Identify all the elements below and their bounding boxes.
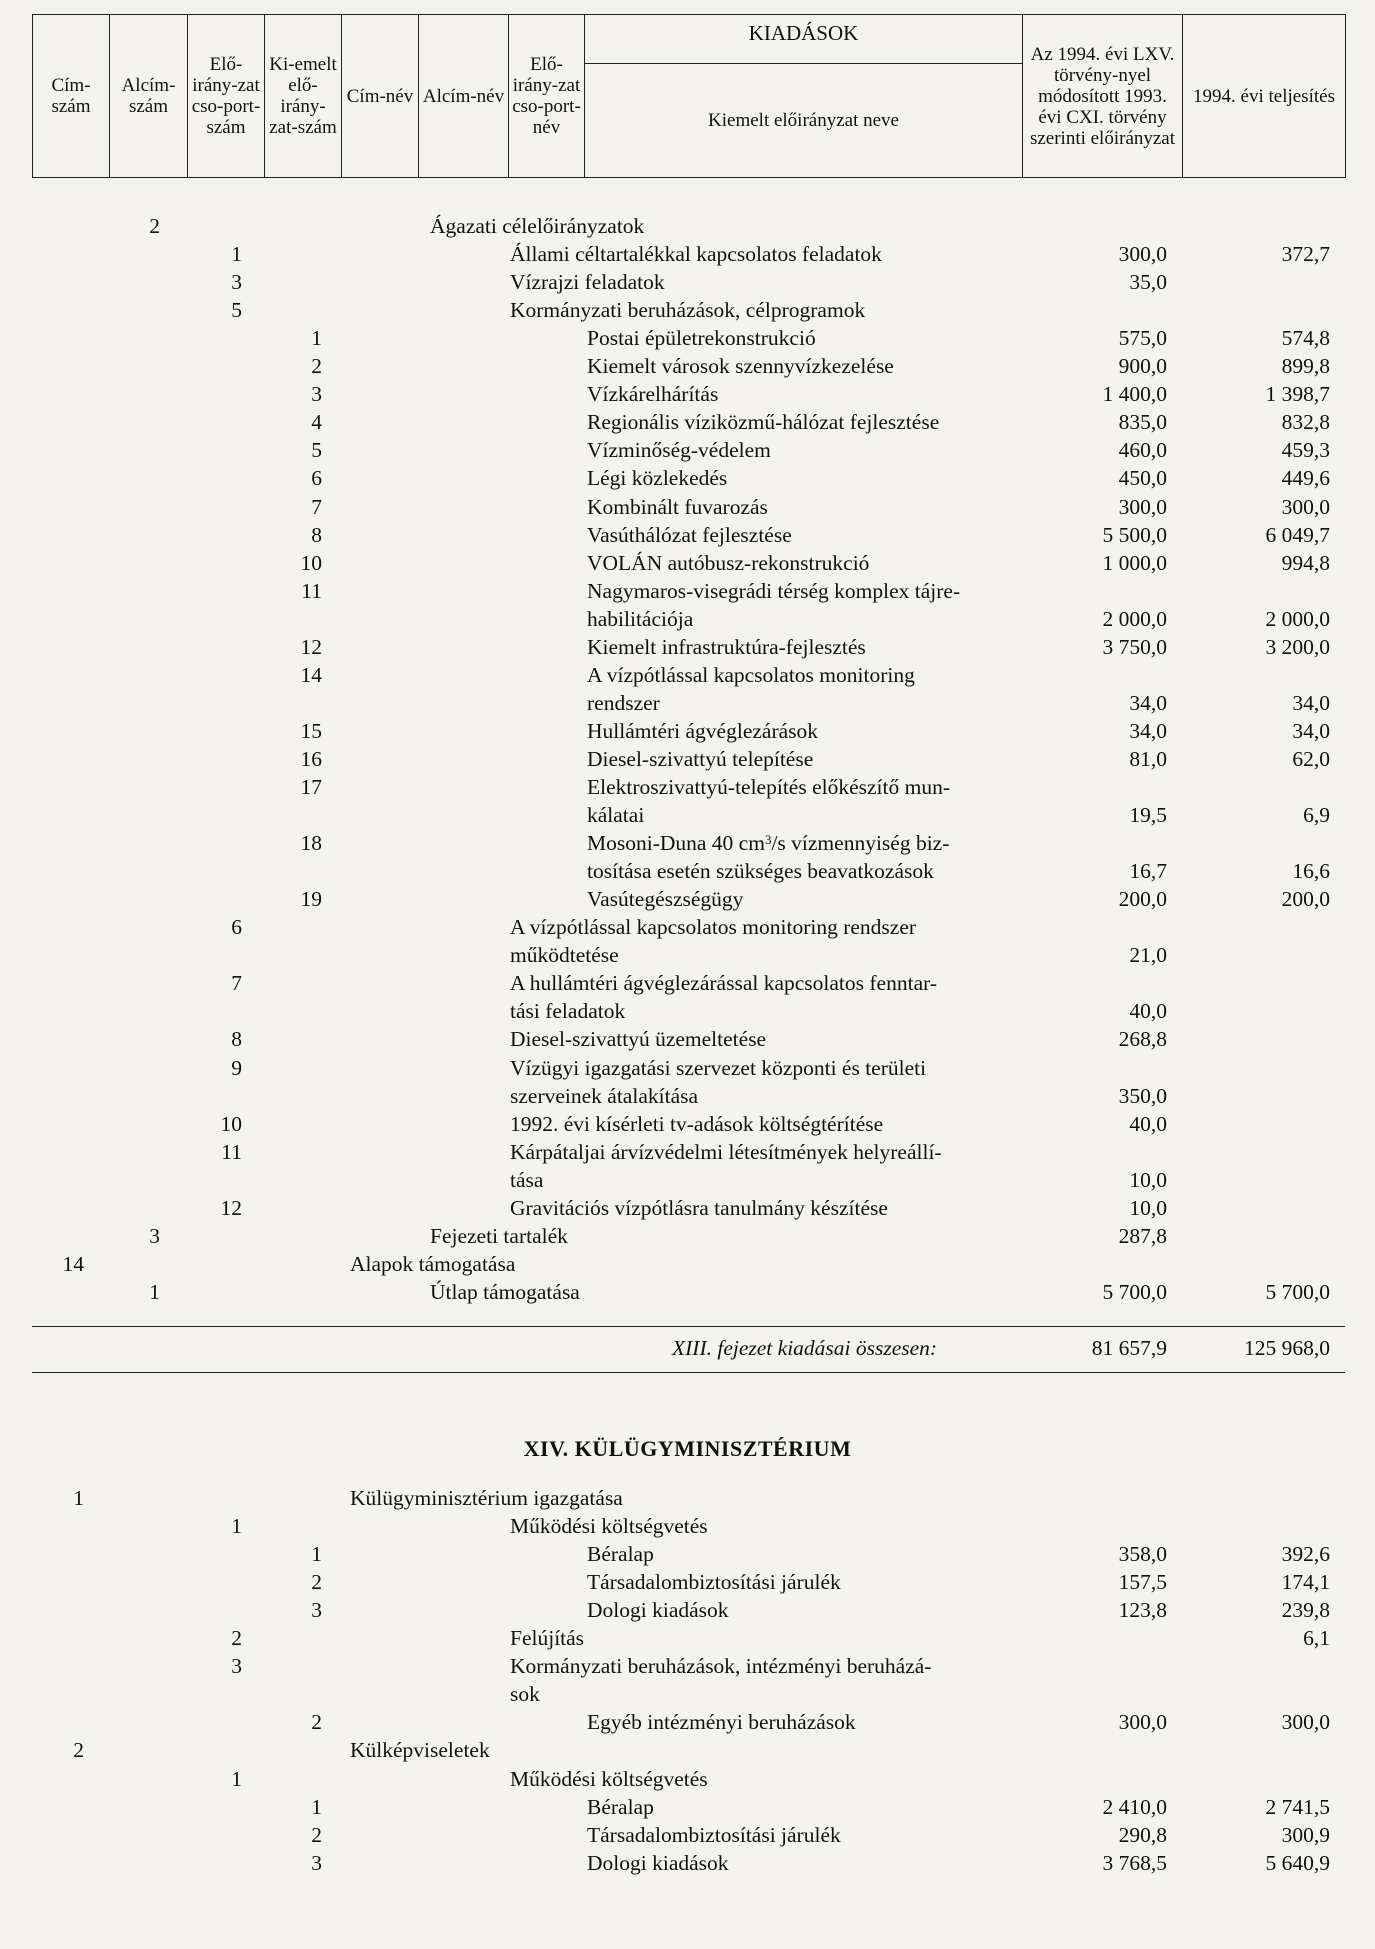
code-c4: 5 [311,438,322,463]
total-label: XIII. fejezet kiadásai összesen: [672,1336,938,1360]
table-row [0,1596,1375,1624]
value-eloiranyzat: 2 000,0 [1102,606,1167,631]
header-eloiranyzat-csoportnev: Elő-irány-zat cso-port-név [509,15,585,178]
code-c2: 2 [149,214,160,238]
code-c4: 8 [311,522,322,547]
row-label: Gravitációs vízpótlásra tanulmány készítése [510,1195,888,1220]
value-teljesites: 2 741,5 [1265,1794,1330,1819]
row-label: Egyéb intézményi beruházások [587,1710,856,1735]
code-c4: 3 [311,382,322,407]
value-teljesites: 200,0 [1281,887,1330,912]
header-cimszam: Cím-szám [33,15,110,178]
row-label: Kiemelt városok szennyvízkezelése [587,354,894,379]
row-label: Vízügyi igazgatási szervezet központi és területi [510,1055,927,1080]
row-label: Útlap támogatása [430,1279,580,1304]
table-row [0,1736,1375,1764]
header-eloiranyzat-csoportszam: Elő-irány-zat cso-port-szám [188,15,265,178]
value-teljesites: 3 200,0 [1265,634,1330,659]
value-teljesites: 2 000,0 [1265,606,1330,631]
code-c4: 4 [311,410,322,435]
code-c4: 18 [300,831,322,856]
code-c4: 16 [300,746,322,771]
row-label: Regionális víziközmű-hálózat fejlesztése [587,410,940,435]
value-eloiranyzat: 10,0 [1129,1167,1167,1192]
value-eloiranyzat: 1 400,0 [1102,382,1167,407]
section-title: XIV. KÜLÜGYMINISZTÉRIUM [523,1436,852,1461]
table-row [0,1652,1375,1680]
row-label: Légi közlekedés [587,466,728,491]
row-label: Társadalombiztosítási járulék [587,1822,841,1847]
row-label: működtetése [510,943,619,968]
table-row [0,1568,1375,1596]
row-label: A vízpótlással kapcsolatos monitoring [587,662,915,687]
code-c4: 17 [300,775,322,799]
row-label: Működési költségvetés [510,1514,708,1539]
header-kiadasok: KIADÁSOK [585,15,1023,64]
code-c4: 3 [311,1598,322,1623]
value-teljesites: 392,6 [1281,1542,1330,1567]
value-eloiranyzat: 40,0 [1129,999,1167,1024]
value-eloiranyzat: 16,7 [1129,859,1167,884]
code-c4: 6 [311,466,322,491]
row-label: tosítása esetén szükséges beavatkozások [587,859,934,884]
value-teljesites: 239,8 [1281,1598,1330,1623]
value-eloiranyzat: 21,0 [1129,943,1167,968]
code-c3: 3 [231,1654,242,1679]
table-row [0,1512,1375,1540]
row-label: Kormányzati beruházások, célprogramok [510,298,866,323]
value-eloiranyzat: 350,0 [1118,1083,1167,1108]
row-label: Dologi kiadások [587,1598,729,1623]
code-c1: 1 [73,1486,84,1510]
value-eloiranyzat: 157,5 [1118,1570,1167,1595]
value-teljesites: 994,8 [1281,550,1330,575]
value-teljesites: 459,3 [1281,438,1330,463]
value-teljesites: 34,0 [1292,718,1330,743]
row-label: Vízrajzi feladatok [510,270,665,295]
row-label: VOLÁN autóbusz-rekonstrukció [587,550,870,575]
value-teljesites: 1 398,7 [1265,382,1330,407]
row-label: Alapok támogatása [350,1251,516,1276]
row-label: Kárpátaljai árvízvédelmi létesítmények helyreállí- [510,1139,942,1164]
row-label: Nagymaros-visegrádi térség komplex tájre- [587,578,961,603]
value-eloiranyzat: 900,0 [1118,354,1167,379]
row-label: Mosoni-Duna 40 $cm^3/s$ vízmennyiség biz- [587,831,950,856]
row-label: Diesel-szivattyú telepítése [587,746,814,771]
row-label: Társadalombiztosítási járulék [587,1570,841,1595]
code-c4: 14 [300,662,322,687]
header-kiemelt-nev: Kiemelt előirányzat neve [585,64,1023,178]
row-label: rendszer [587,690,660,715]
value-eloiranyzat: 2 410,0 [1102,1794,1167,1819]
row-label: Működési költségvetés [510,1766,708,1791]
value-teljesites: 899,8 [1281,354,1330,379]
row-label: Fejezeti tartalék [430,1223,568,1248]
value-eloiranyzat: 34,0 [1129,690,1167,715]
row-label: 1992. évi kísérleti tv-adások költségtérítése [510,1111,884,1136]
value-eloiranyzat: 34,0 [1129,718,1167,743]
header-cimnev: Cím-név [342,15,419,178]
row-label: habilitációja [587,606,694,631]
value-eloiranyzat: 19,5 [1129,803,1167,828]
code-c3: 1 [231,1766,242,1791]
code-c4: 10 [300,550,322,575]
value-eloiranyzat: 460,0 [1118,438,1167,463]
value-eloiranyzat: 290,8 [1118,1822,1167,1847]
row-label: tása [510,1167,544,1192]
code-c1: 14 [62,1251,84,1276]
header-alcimnev: Alcím-név [419,15,509,178]
row-label: Hullámtéri ágvéglezárások [587,718,819,743]
value-eloiranyzat: 268,8 [1118,1027,1167,1052]
value-teljesites: 16,6 [1292,859,1330,884]
total-v1: 81 657,9 [1091,1336,1167,1360]
row-label: kálatai [587,803,645,828]
table-row [0,1624,1375,1652]
code-c4: 15 [300,718,322,743]
value-teljesites: 34,0 [1292,690,1330,715]
row-label: Felújítás [510,1626,585,1651]
value-teljesites: 5 640,9 [1265,1850,1330,1875]
code-c4: 1 [311,1794,322,1819]
table-row [0,1821,1375,1849]
code-c4: 7 [311,494,322,519]
code-c3: 5 [231,298,242,323]
value-eloiranyzat: 300,0 [1118,242,1167,267]
value-eloiranyzat: 450,0 [1118,466,1167,491]
table-row [0,1484,1375,1512]
code-c4: 1 [311,326,322,351]
code-c2: 3 [149,1223,160,1248]
code-c3: 9 [231,1055,242,1080]
value-teljesites: 832,8 [1281,410,1330,435]
value-eloiranyzat: 10,0 [1129,1195,1167,1220]
table-row [0,1793,1375,1821]
value-eloiranyzat: 300,0 [1118,494,1167,519]
code-c4: 12 [300,634,322,659]
code-c4: 1 [311,1542,322,1567]
value-eloiranyzat: 1 000,0 [1102,550,1167,575]
value-teljesites: 174,1 [1281,1570,1330,1595]
row-label: tási feladatok [510,999,626,1024]
row-label: A hullámtéri ágvéglezárással kapcsolatos fenntar- [510,971,938,996]
value-teljesites: 6 049,7 [1265,522,1330,547]
header-teljesites: 1994. évi teljesítés [1183,15,1346,178]
code-c4: 19 [300,887,322,912]
row-label: Diesel-szivattyú üzemeltetése [510,1027,767,1052]
row-label: szerveinek átalakítása [510,1083,699,1108]
code-c4: 2 [311,1570,322,1595]
code-c3: 7 [231,971,242,996]
value-eloiranyzat: 3 768,5 [1102,1850,1167,1875]
code-c4: 2 [311,1710,322,1735]
code-c3: 2 [231,1626,242,1651]
row-label: Dologi kiadások [587,1850,729,1875]
code-c3: 11 [221,1139,242,1164]
code-c3: 8 [231,1027,242,1052]
code-c3: 3 [231,270,242,295]
code-c4: 11 [301,578,322,603]
row-label: Béralap [587,1542,654,1567]
value-teljesites: 372,7 [1281,242,1330,267]
row-label: Kiemelt infrastruktúra-fejlesztés [587,634,866,659]
row-label: Kombinált fuvarozás [587,494,768,519]
row-label: Kormányzati beruházások, intézményi beruházá- [510,1654,932,1679]
row-label: Állami céltartalékkal kapcsolatos feladatok [510,242,882,267]
value-eloiranyzat: 123,8 [1118,1598,1167,1623]
value-eloiranyzat: 200,0 [1118,887,1167,912]
table-row [0,1708,1375,1736]
code-c4: 2 [311,1822,322,1847]
header-modositott: Az 1994. évi LXV. törvény-nyel módosított 1993. évi CXI. törvény szerinti előirányzat [1023,15,1183,178]
code-c3: 12 [220,1195,242,1220]
row-label: Béralap [587,1794,654,1819]
row-label: Postai épületrekonstrukció [587,326,816,351]
value-eloiranyzat: 835,0 [1118,410,1167,435]
row-label: Vízminőség-védelem [587,438,771,463]
value-eloiranyzat: 3 750,0 [1102,634,1167,659]
value-eloiranyzat: 35,0 [1129,270,1167,295]
value-teljesites: 6,1 [1303,1626,1330,1651]
value-teljesites: 5 700,0 [1265,1279,1330,1304]
table-row [0,1680,1375,1708]
value-teljesites: 62,0 [1292,746,1330,771]
code-c3: 10 [220,1111,242,1136]
value-teljesites: 449,6 [1281,466,1330,491]
value-eloiranyzat: 575,0 [1118,326,1167,351]
table-row [0,1765,1375,1793]
row-label: Vasúthálózat fejlesztése [587,522,792,547]
header-alcimszam: Alcím-szám [110,15,188,178]
value-teljesites: 300,9 [1281,1822,1330,1847]
value-eloiranyzat: 287,8 [1118,1223,1167,1248]
value-teljesites: 6,9 [1303,803,1330,828]
row-label: Külképviseletek [350,1738,490,1763]
row-label: Vasútegészségügy [587,887,744,912]
value-teljesites: 300,0 [1281,494,1330,519]
code-c3: 1 [231,242,242,267]
code-c3: 1 [231,1514,242,1539]
code-c4: 2 [311,354,322,379]
header-kiemelt-eloiranyzatszam: Ki-emelt elő-irány-zat-szám [265,15,342,178]
value-eloiranyzat: 81,0 [1129,746,1167,771]
value-teljesites: 574,8 [1281,326,1330,351]
total-v2: 125 968,0 [1244,1336,1330,1360]
value-eloiranyzat: 40,0 [1129,1111,1167,1136]
code-c3: 6 [231,915,242,940]
row-label: Vízkárelhárítás [587,382,719,407]
value-eloiranyzat: 5 500,0 [1102,522,1167,547]
table-row [0,1540,1375,1568]
row-label: A vízpótlással kapcsolatos monitoring rendszer [510,915,917,940]
row-label: Ágazati célelőirányzatok [430,214,645,238]
table-row [0,1849,1375,1877]
value-teljesites: 300,0 [1281,1710,1330,1735]
value-eloiranyzat: 358,0 [1118,1542,1167,1567]
row-label: Elektroszivattyú-telepítés előkészítő mun- [587,775,951,799]
code-c1: 2 [73,1738,84,1763]
value-eloiranyzat: 5 700,0 [1102,1279,1167,1304]
code-c2: 1 [149,1279,160,1304]
value-eloiranyzat: 300,0 [1118,1710,1167,1735]
row-label: Külügyminisztérium igazgatása [350,1486,623,1510]
code-c4: 3 [311,1850,322,1875]
row-label: sok [510,1682,540,1707]
